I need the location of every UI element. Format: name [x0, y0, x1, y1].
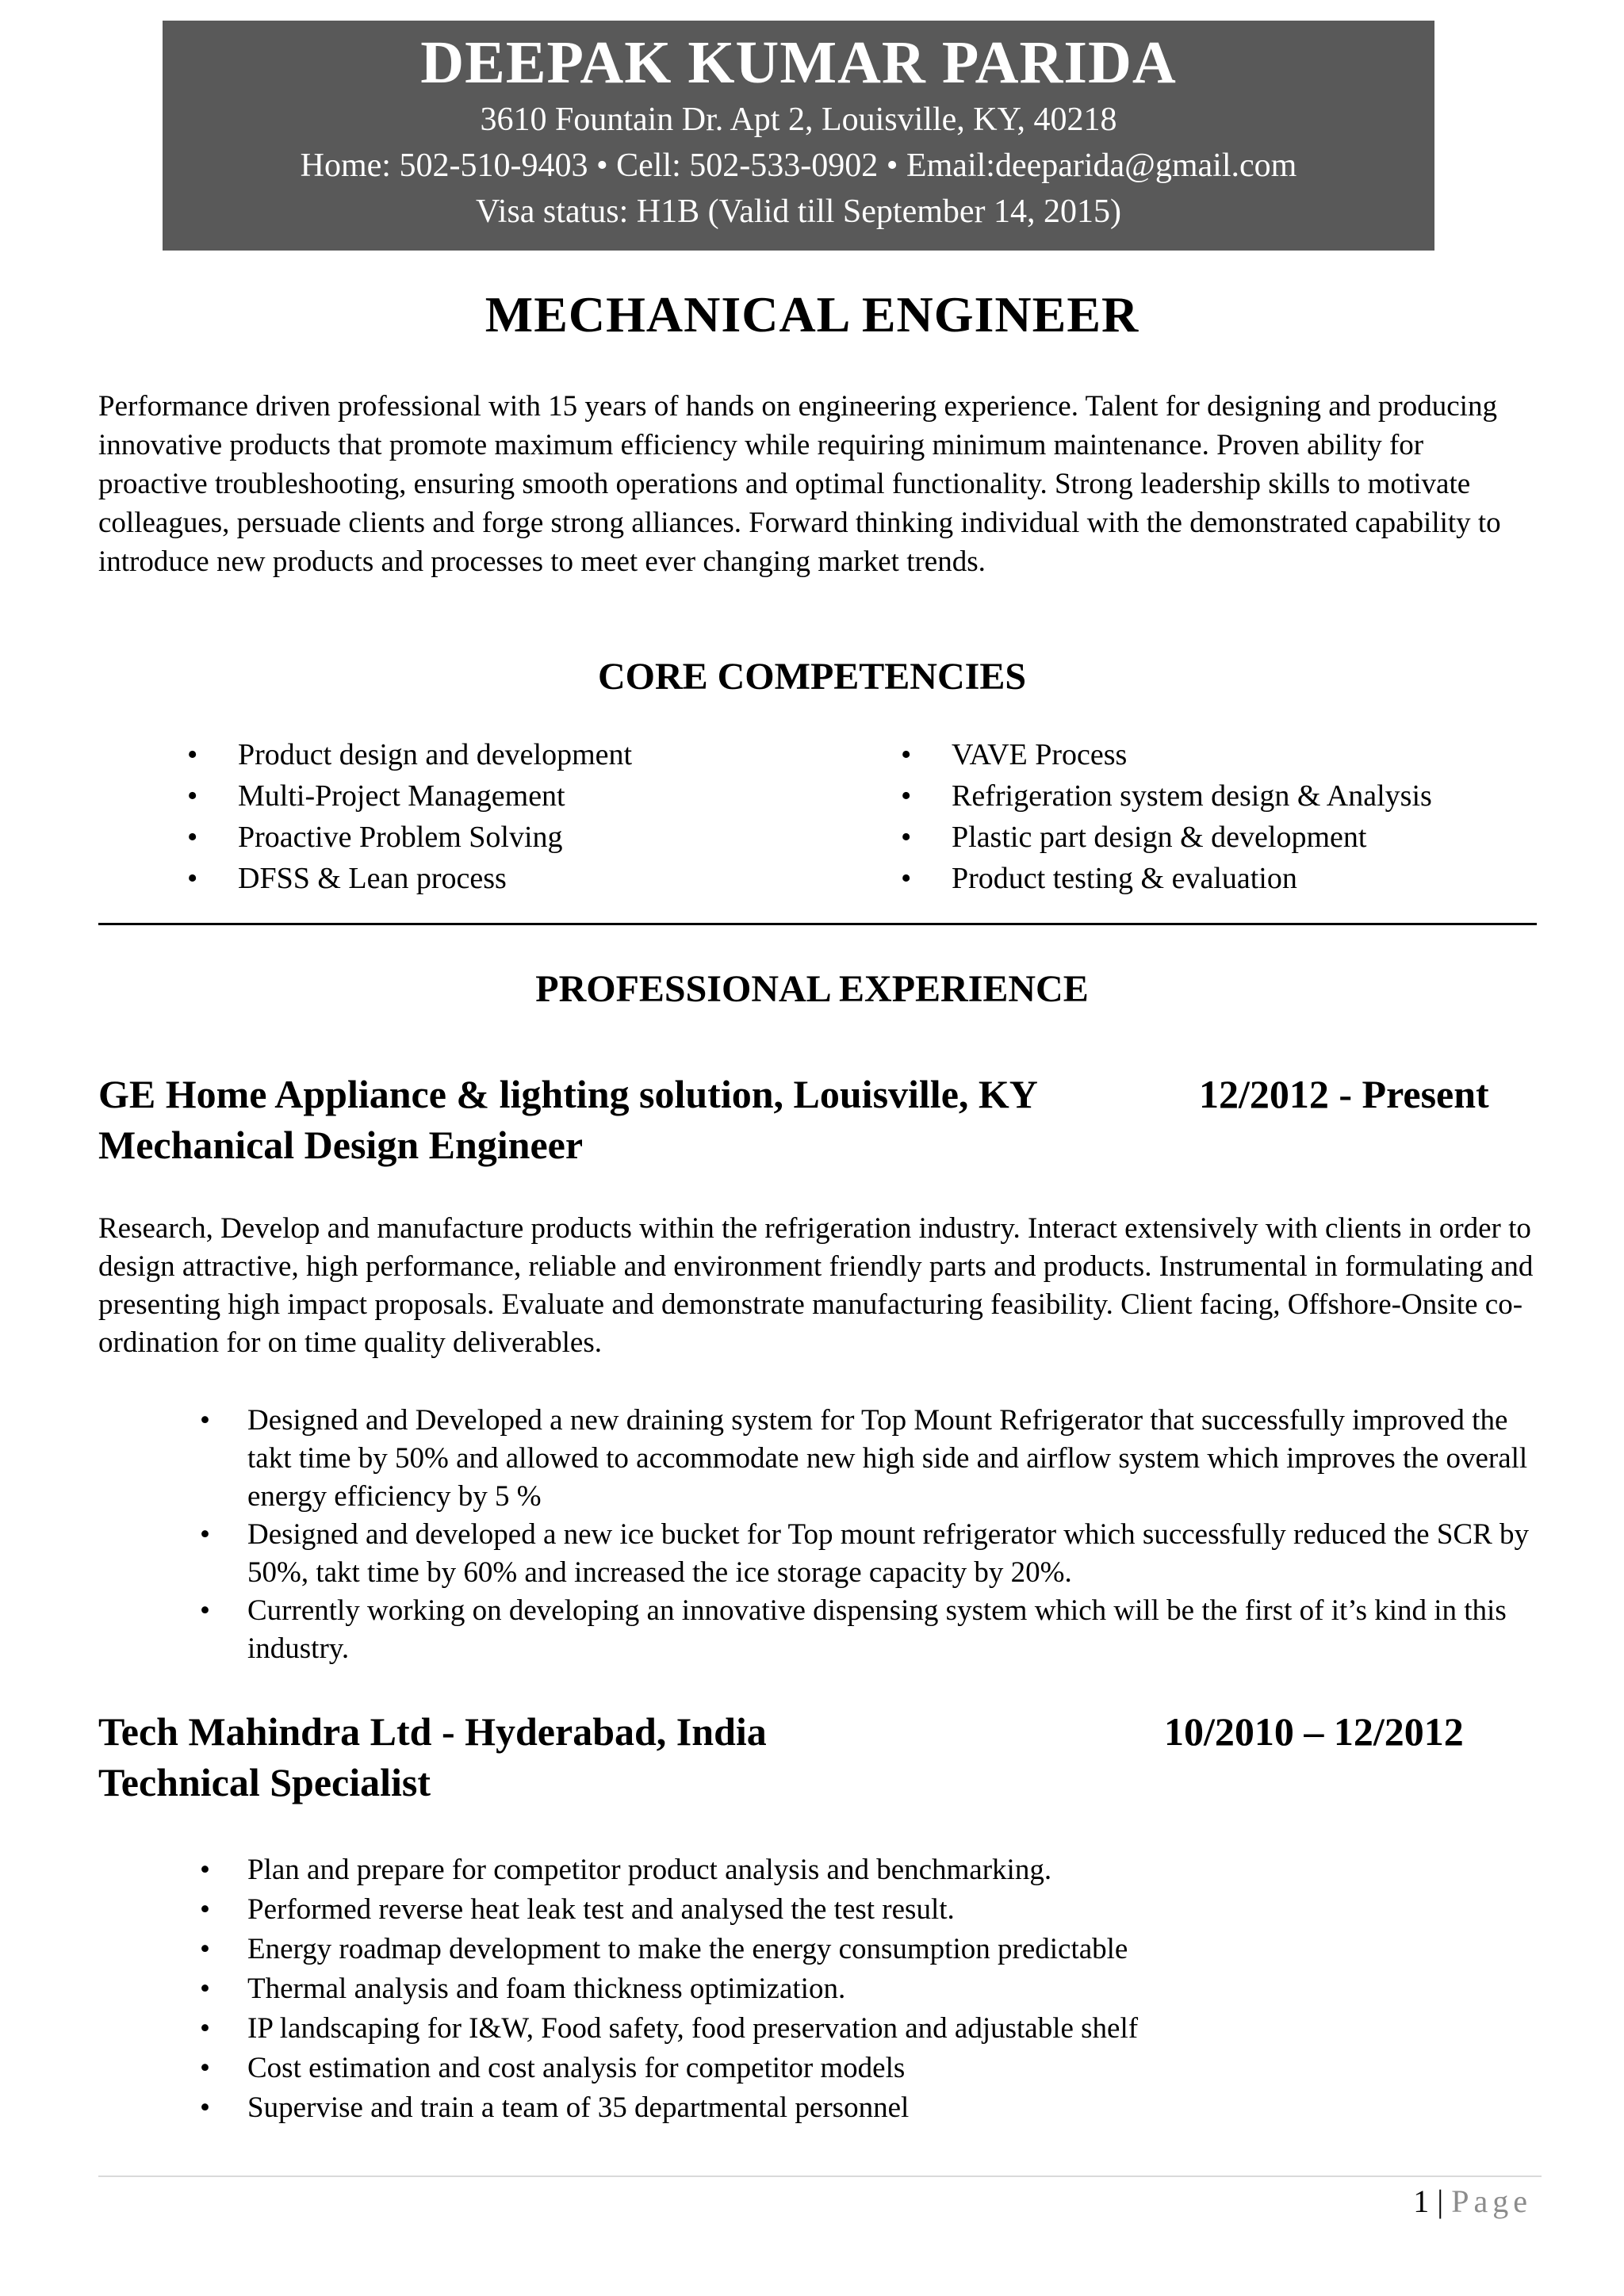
list-item: • Designed and developed a new ice bucket for Top mount refrigerator which successfully reduced the SCR by 50%, takt time by 60% and increased the ice storage capacity by 20%. — [200, 1516, 1532, 1592]
contact-info: Home: 502-510-9403 • Cell: 502-533-0902 • Email:deeparida@gmail.com — [300, 147, 1297, 184]
list-item: • Supervise and train a team of 35 departmental personnel — [200, 2088, 1532, 2128]
job-role: Mechanical Design Engineer — [98, 1123, 584, 1167]
header-box — [163, 21, 1434, 251]
list-item: • Multi-Project Management — [179, 775, 632, 817]
list-item: • Product design and development — [179, 734, 632, 775]
job-achievements-list — [200, 1402, 1532, 1668]
page-footer — [1413, 2182, 1532, 2221]
professional-experience-heading: PROFESSIONAL EXPERIENCE — [535, 968, 1089, 1010]
job-dates: 10/2010 – 12/2012 — [1164, 1709, 1464, 1754]
list-item: • Product testing & evaluation — [893, 858, 1432, 899]
job-dates: 12/2012 - Present — [1199, 1072, 1489, 1116]
list-item: • IP landscaping for I&W, Food safety, food preservation and adjustable shelf — [200, 2009, 1532, 2049]
page-separator: | — [1437, 2183, 1444, 2219]
list-item: • Refrigeration system design & Analysis — [893, 775, 1432, 817]
job-header-tech-mahindra — [98, 1706, 1537, 1808]
footer-divider — [98, 2175, 1542, 2177]
list-item: • DFSS & Lean process — [179, 858, 632, 899]
list-item: • Performed reverse heat leak test and analysed the test result. — [200, 1890, 1532, 1930]
candidate-name: DEEPAK KUMAR PARIDA — [420, 29, 1177, 96]
job-role: Technical Specialist — [98, 1760, 431, 1804]
resume-title: MECHANICAL ENGINEER — [485, 286, 1139, 342]
list-item: • VAVE Process — [893, 734, 1432, 775]
job-responsibilities-list — [200, 1850, 1532, 2128]
list-item: • Cost estimation and cost analysis for competitor models — [200, 2049, 1532, 2088]
list-item: • Energy roadmap development to make the energy consumption predictable — [200, 1930, 1532, 1969]
section-divider — [98, 923, 1537, 925]
page-label: Page — [1451, 2183, 1532, 2219]
competencies-left-list — [179, 734, 632, 899]
list-item: • Plastic part design & development — [893, 817, 1432, 858]
company-name: GE Home Appliance & lighting solution, Louisville, KY — [98, 1072, 1038, 1116]
list-item: • Plan and prepare for competitor product analysis and benchmarking. — [200, 1850, 1532, 1890]
list-item: • Designed and Developed a new draining system for Top Mount Refrigerator that successfully improved the takt time by 50% and allowed to accommodate new high side and airflow system which improves the overall energy efficiency by 5 % — [200, 1402, 1532, 1516]
list-item: • Currently working on developing an innovative dispensing system which will be the first of it’s kind in this industry. — [200, 1592, 1532, 1668]
competencies-right-list — [893, 734, 1432, 899]
list-item: • Proactive Problem Solving — [179, 817, 632, 858]
page-number: 1 — [1413, 2183, 1430, 2219]
list-item: • Thermal analysis and foam thickness optimization. — [200, 1969, 1532, 2009]
core-competencies-heading: CORE COMPETENCIES — [597, 656, 1027, 698]
summary-paragraph: Performance driven professional with 15 years of hands on engineering experience. Talent for designing and producing innovative products that promote maximum efficiency while requiring minimum maintenance. Proven ability for proactive troubleshooting, ensuring smooth operations and optimal functionality. Strong leadership skills to motivate colleagues, persuade clients and forge strong alliances. Forward thinking individual with the demonstrated capability to introduce new products and processes to meet ever changing market trends. — [98, 390, 1501, 578]
job-description: Research, Develop and manufacture products within the refrigeration industry. Interact extensively with clients in order to design attractive, high performance, reliable and environment friendly parts and products. Instrumental in formulating and presenting high impact proposals. Evaluate and demonstrate manufacturing feasibility. Client facing, Offshore-Onsite co-ordination for on time quality deliverables. — [98, 1212, 1534, 1359]
company-name: Tech Mahindra Ltd - Hyderabad, India — [98, 1709, 767, 1754]
job-header-ge — [98, 1069, 1537, 1170]
address: 3610 Fountain Dr. Apt 2, Louisville, KY, 40218 — [480, 101, 1117, 138]
visa-status: Visa status: H1B (Valid till September 14, 2015) — [475, 193, 1122, 230]
